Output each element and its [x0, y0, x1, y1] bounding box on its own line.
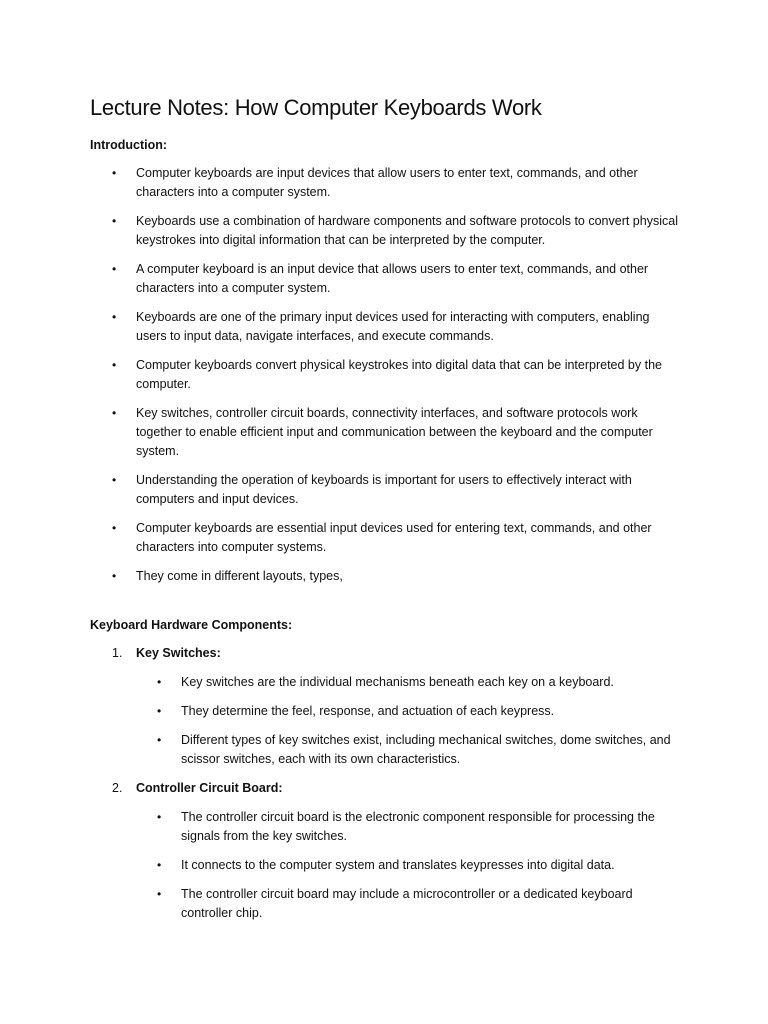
- list-item: [90, 260, 678, 298]
- sub-bullet-list: [90, 673, 678, 769]
- bullet-icon: •: [112, 166, 117, 180]
- bullet-icon: •: [157, 733, 162, 747]
- list-item-text: Understanding the operation of keyboards is important for users to effectively interact with computers and input devices.: [136, 473, 632, 506]
- bullet-icon: •: [112, 214, 117, 228]
- hardware-numbered-list: [90, 644, 678, 923]
- list-item-text: Different types of key switches exist, including mechanical switches, dome switches, and scissor switches, each with its own characteristics.: [181, 733, 671, 766]
- list-item-text: Key switches, controller circuit boards, connectivity interfaces, and software protocols work together to enable efficient input and communication between the keyboard and the computer system.: [136, 406, 653, 458]
- page-title: Lecture Notes: How Computer Keyboards Work: [90, 95, 542, 120]
- list-item-text: Computer keyboards are essential input devices used for entering text, commands, and other characters into computer systems.: [136, 521, 652, 554]
- list-item: [90, 731, 678, 769]
- bullet-icon: •: [112, 521, 117, 535]
- list-item-text: A computer keyboard is an input device that allows users to enter text, commands, and other characters into a computer system.: [136, 262, 649, 295]
- list-item: [90, 856, 678, 875]
- item-number: 2.: [112, 781, 123, 795]
- list-item-text: The controller circuit board may include a microcontroller or a dedicated keyboard controller chip.: [181, 887, 633, 920]
- bullet-icon: •: [157, 704, 162, 718]
- bullet-icon: •: [112, 358, 117, 372]
- list-item: [90, 808, 678, 846]
- bullet-icon: •: [112, 262, 117, 276]
- numbered-item-key-switches: [90, 644, 678, 769]
- hardware-heading: Keyboard Hardware Components:: [90, 618, 293, 632]
- list-item: [90, 404, 678, 461]
- bullet-icon: •: [112, 569, 117, 583]
- list-item: [90, 212, 678, 250]
- bullet-icon: •: [157, 810, 162, 824]
- intro-bullet-list: [90, 164, 678, 586]
- list-item-text: Keyboards are one of the primary input devices used for interacting with computers, enabling users to input data, navigate interfaces, and execute commands.: [136, 310, 650, 343]
- item-title: Key Switches:: [136, 646, 221, 660]
- sub-bullet-list: [90, 808, 678, 923]
- list-item: [90, 471, 678, 509]
- list-item-text: Computer keyboards are input devices that allow users to enter text, commands, and other characters into a computer system.: [136, 166, 638, 199]
- numbered-item-controller-circuit-board: [90, 779, 678, 923]
- list-item-text: It connects to the computer system and translates keypresses into digital data.: [181, 858, 615, 872]
- item-title: Controller Circuit Board:: [136, 781, 283, 795]
- bullet-icon: •: [112, 310, 117, 324]
- bullet-icon: •: [112, 406, 117, 420]
- list-item: [90, 519, 678, 557]
- list-item-text: Keyboards use a combination of hardware components and software protocols to convert physical keystrokes into digital information that can be interpreted by the computer.: [136, 214, 678, 247]
- list-item: [90, 356, 678, 394]
- item-number: 1.: [112, 646, 123, 660]
- list-item: [90, 164, 678, 202]
- bullet-icon: •: [112, 473, 117, 487]
- list-item: [90, 885, 678, 923]
- list-item-text: The controller circuit board is the electronic component responsible for processing the signals from the key switches.: [181, 810, 655, 843]
- list-item-text: They determine the feel, response, and actuation of each keypress.: [181, 704, 555, 718]
- list-item-text: They come in different layouts, types,: [136, 569, 343, 583]
- list-item: [90, 673, 678, 692]
- list-item: [90, 308, 678, 346]
- list-item: [90, 567, 678, 586]
- intro-heading: Introduction:: [90, 138, 168, 152]
- bullet-icon: •: [157, 887, 162, 901]
- list-item-text: Computer keyboards convert physical keystrokes into digital data that can be interpreted by the computer.: [136, 358, 662, 391]
- list-item: [90, 702, 678, 721]
- bullet-icon: •: [157, 675, 162, 689]
- bullet-icon: •: [157, 858, 162, 872]
- list-item-text: Key switches are the individual mechanisms beneath each key on a keyboard.: [181, 675, 614, 689]
